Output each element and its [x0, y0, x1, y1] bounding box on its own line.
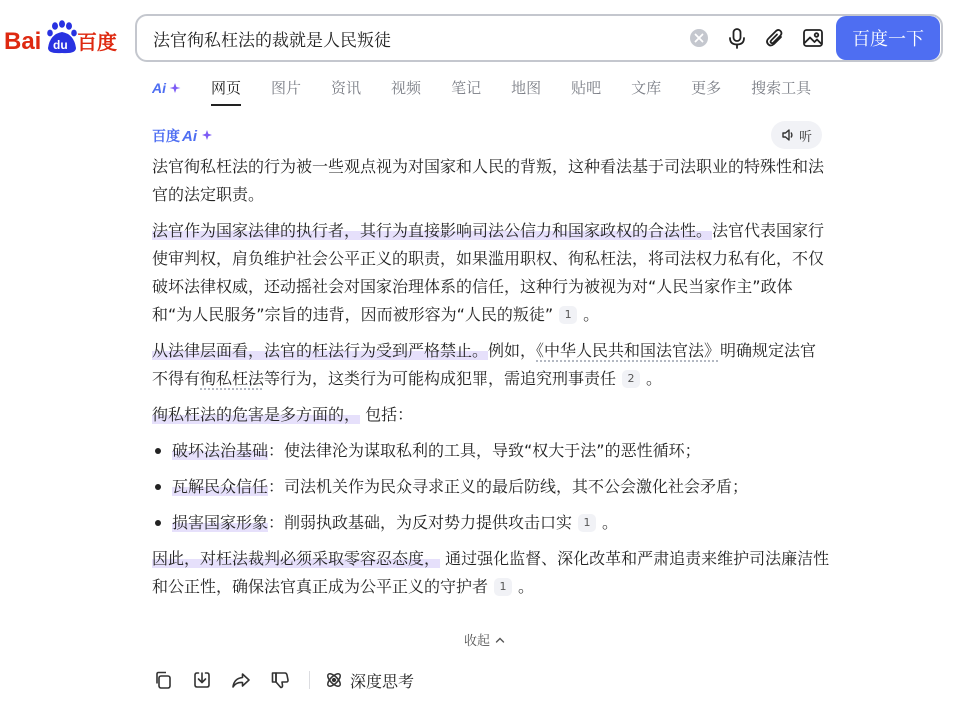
- tab-images[interactable]: 图片: [271, 79, 302, 97]
- tab-notes[interactable]: 笔记: [451, 79, 482, 97]
- baidu-logo-icon: [4, 18, 122, 58]
- highlight-text: 法官作为国家法律的执行者，其行为直接影响司法公信力和国家政权的合法性。: [152, 221, 713, 240]
- collapse-button[interactable]: [464, 630, 506, 649]
- collapse-label: 收起: [464, 634, 491, 649]
- copy-icon[interactable]: [152, 669, 174, 691]
- deep-think-label: 深度思考: [350, 671, 415, 691]
- citation-badge[interactable]: 1: [494, 578, 512, 596]
- list-item-text: ：削弱执政基础，为反对势力提供攻击口实: [268, 513, 573, 532]
- highlight-text: 因此，对枉法裁判必须采取零容忍态度，: [152, 549, 441, 568]
- answer-paragraph-2: [152, 217, 832, 329]
- tab-more[interactable]: 更多: [691, 79, 722, 97]
- svg-text:du: du: [53, 38, 68, 52]
- ai-answer: [152, 153, 832, 609]
- law-link[interactable]: 《中华人民共和国法官法》: [536, 341, 721, 360]
- speaker-icon: [781, 128, 795, 142]
- toolbar-divider: [309, 671, 310, 689]
- tab-search-tools[interactable]: 搜索工具: [751, 79, 812, 97]
- answer-paragraph-1: 法官徇私枉法的行为被一些观点视为对国家和人民的背叛，这种看法基于司法职业的特殊性和法官的法定职责。: [152, 157, 825, 204]
- paragraph-text: 法官代表国家行使审判权，肩负维护社会公平正义的职责，如果滥用职权、徇私枉法，将司法权力私有化，不仅破坏法律权威，还动摇社会对国家治理体系的信任，这种行为被视为对“人民当家作主”政体和“为人民服务”宗旨的违背，因而被形容为“人民的叛徒”: [152, 221, 825, 324]
- svg-text:Ai: Ai: [182, 128, 197, 145]
- tab-tieba[interactable]: 贴吧: [571, 79, 602, 97]
- ai-card-header: [152, 120, 822, 150]
- answer-toolbar: [152, 666, 414, 694]
- paragraph-end: 。: [646, 369, 663, 388]
- paragraph-end: 。: [583, 305, 600, 324]
- answer-paragraph-5: [152, 545, 832, 601]
- harm-list: [152, 437, 832, 537]
- tab-web[interactable]: 网页: [211, 76, 241, 100]
- list-item-head: 损害国家形象: [172, 513, 269, 532]
- citation-badge[interactable]: 2: [622, 370, 640, 388]
- list-item: [152, 437, 832, 465]
- share-icon[interactable]: [230, 669, 252, 691]
- answer-paragraph-3: [152, 337, 832, 393]
- tab-wenku[interactable]: 文库: [631, 79, 662, 97]
- highlight-text: 从法律层面看，法官的枉法行为受到严格禁止。: [152, 341, 489, 360]
- tab-map[interactable]: 地图: [511, 79, 542, 97]
- search-button[interactable]: 百度一下: [836, 16, 940, 60]
- citation-badge[interactable]: 1: [578, 514, 596, 532]
- attach-icon[interactable]: [762, 25, 788, 51]
- highlight-text: 徇私枉法的危害是多方面的，: [152, 405, 361, 424]
- listen-button[interactable]: [771, 121, 822, 149]
- svg-text:Bai: Bai: [4, 28, 42, 55]
- svg-text:百度: 百度: [152, 129, 180, 145]
- dislike-icon[interactable]: [269, 669, 291, 691]
- search-input[interactable]: [137, 16, 686, 60]
- list-item-head: 破坏法治基础: [172, 441, 269, 460]
- baidu-logo[interactable]: [4, 16, 122, 60]
- clear-icon[interactable]: [686, 25, 712, 51]
- list-item-text: ：司法机关作为民众寻求正义的最后防线，其不公会激化社会矛盾；: [268, 477, 749, 496]
- download-icon[interactable]: [191, 669, 213, 691]
- baidu-ai-brand: [152, 125, 218, 145]
- term-link[interactable]: 徇私枉法: [200, 369, 265, 388]
- image-search-icon[interactable]: [800, 25, 826, 51]
- tab-video[interactable]: 视频: [391, 79, 422, 97]
- list-item-head: 瓦解民众信任: [172, 477, 269, 496]
- paragraph-end: 。: [518, 577, 535, 596]
- paragraph-text: 明确规定法官不得有: [152, 341, 817, 388]
- tab-news[interactable]: 资讯: [331, 79, 362, 97]
- list-item-text: ：使法律沦为谋取私利的工具，导致“权大于法”的恶性循环；: [268, 441, 701, 460]
- listen-label: 听: [798, 129, 812, 145]
- list-item-end: 。: [602, 513, 619, 532]
- answer-paragraph-4: [152, 401, 832, 429]
- chevron-up-icon: [494, 634, 506, 646]
- deep-think-button[interactable]: [324, 669, 414, 692]
- svg-text:Ai: Ai: [152, 80, 166, 96]
- paragraph-text: 通过强化监督、深化改革和严肃追责来维护司法廉洁性和公正性，确保法官真正成为公平正义的守护者: [152, 549, 830, 596]
- deep-think-icon: [324, 670, 344, 690]
- search-box: [135, 14, 943, 62]
- search-tools: [686, 25, 826, 51]
- list-item: [152, 473, 832, 501]
- list-item: [152, 509, 832, 537]
- paragraph-text: 例如，: [488, 341, 537, 360]
- citation-badge[interactable]: 1: [559, 306, 577, 324]
- svg-text:百度: 百度: [77, 30, 117, 54]
- paragraph-text: 等行为，这类行为可能构成犯罪，需追究刑事责任: [264, 369, 617, 388]
- ai-tab-icon[interactable]: [152, 76, 182, 100]
- mic-icon[interactable]: [724, 25, 750, 51]
- search-tabs: [152, 76, 841, 100]
- paragraph-text: 包括：: [365, 405, 414, 424]
